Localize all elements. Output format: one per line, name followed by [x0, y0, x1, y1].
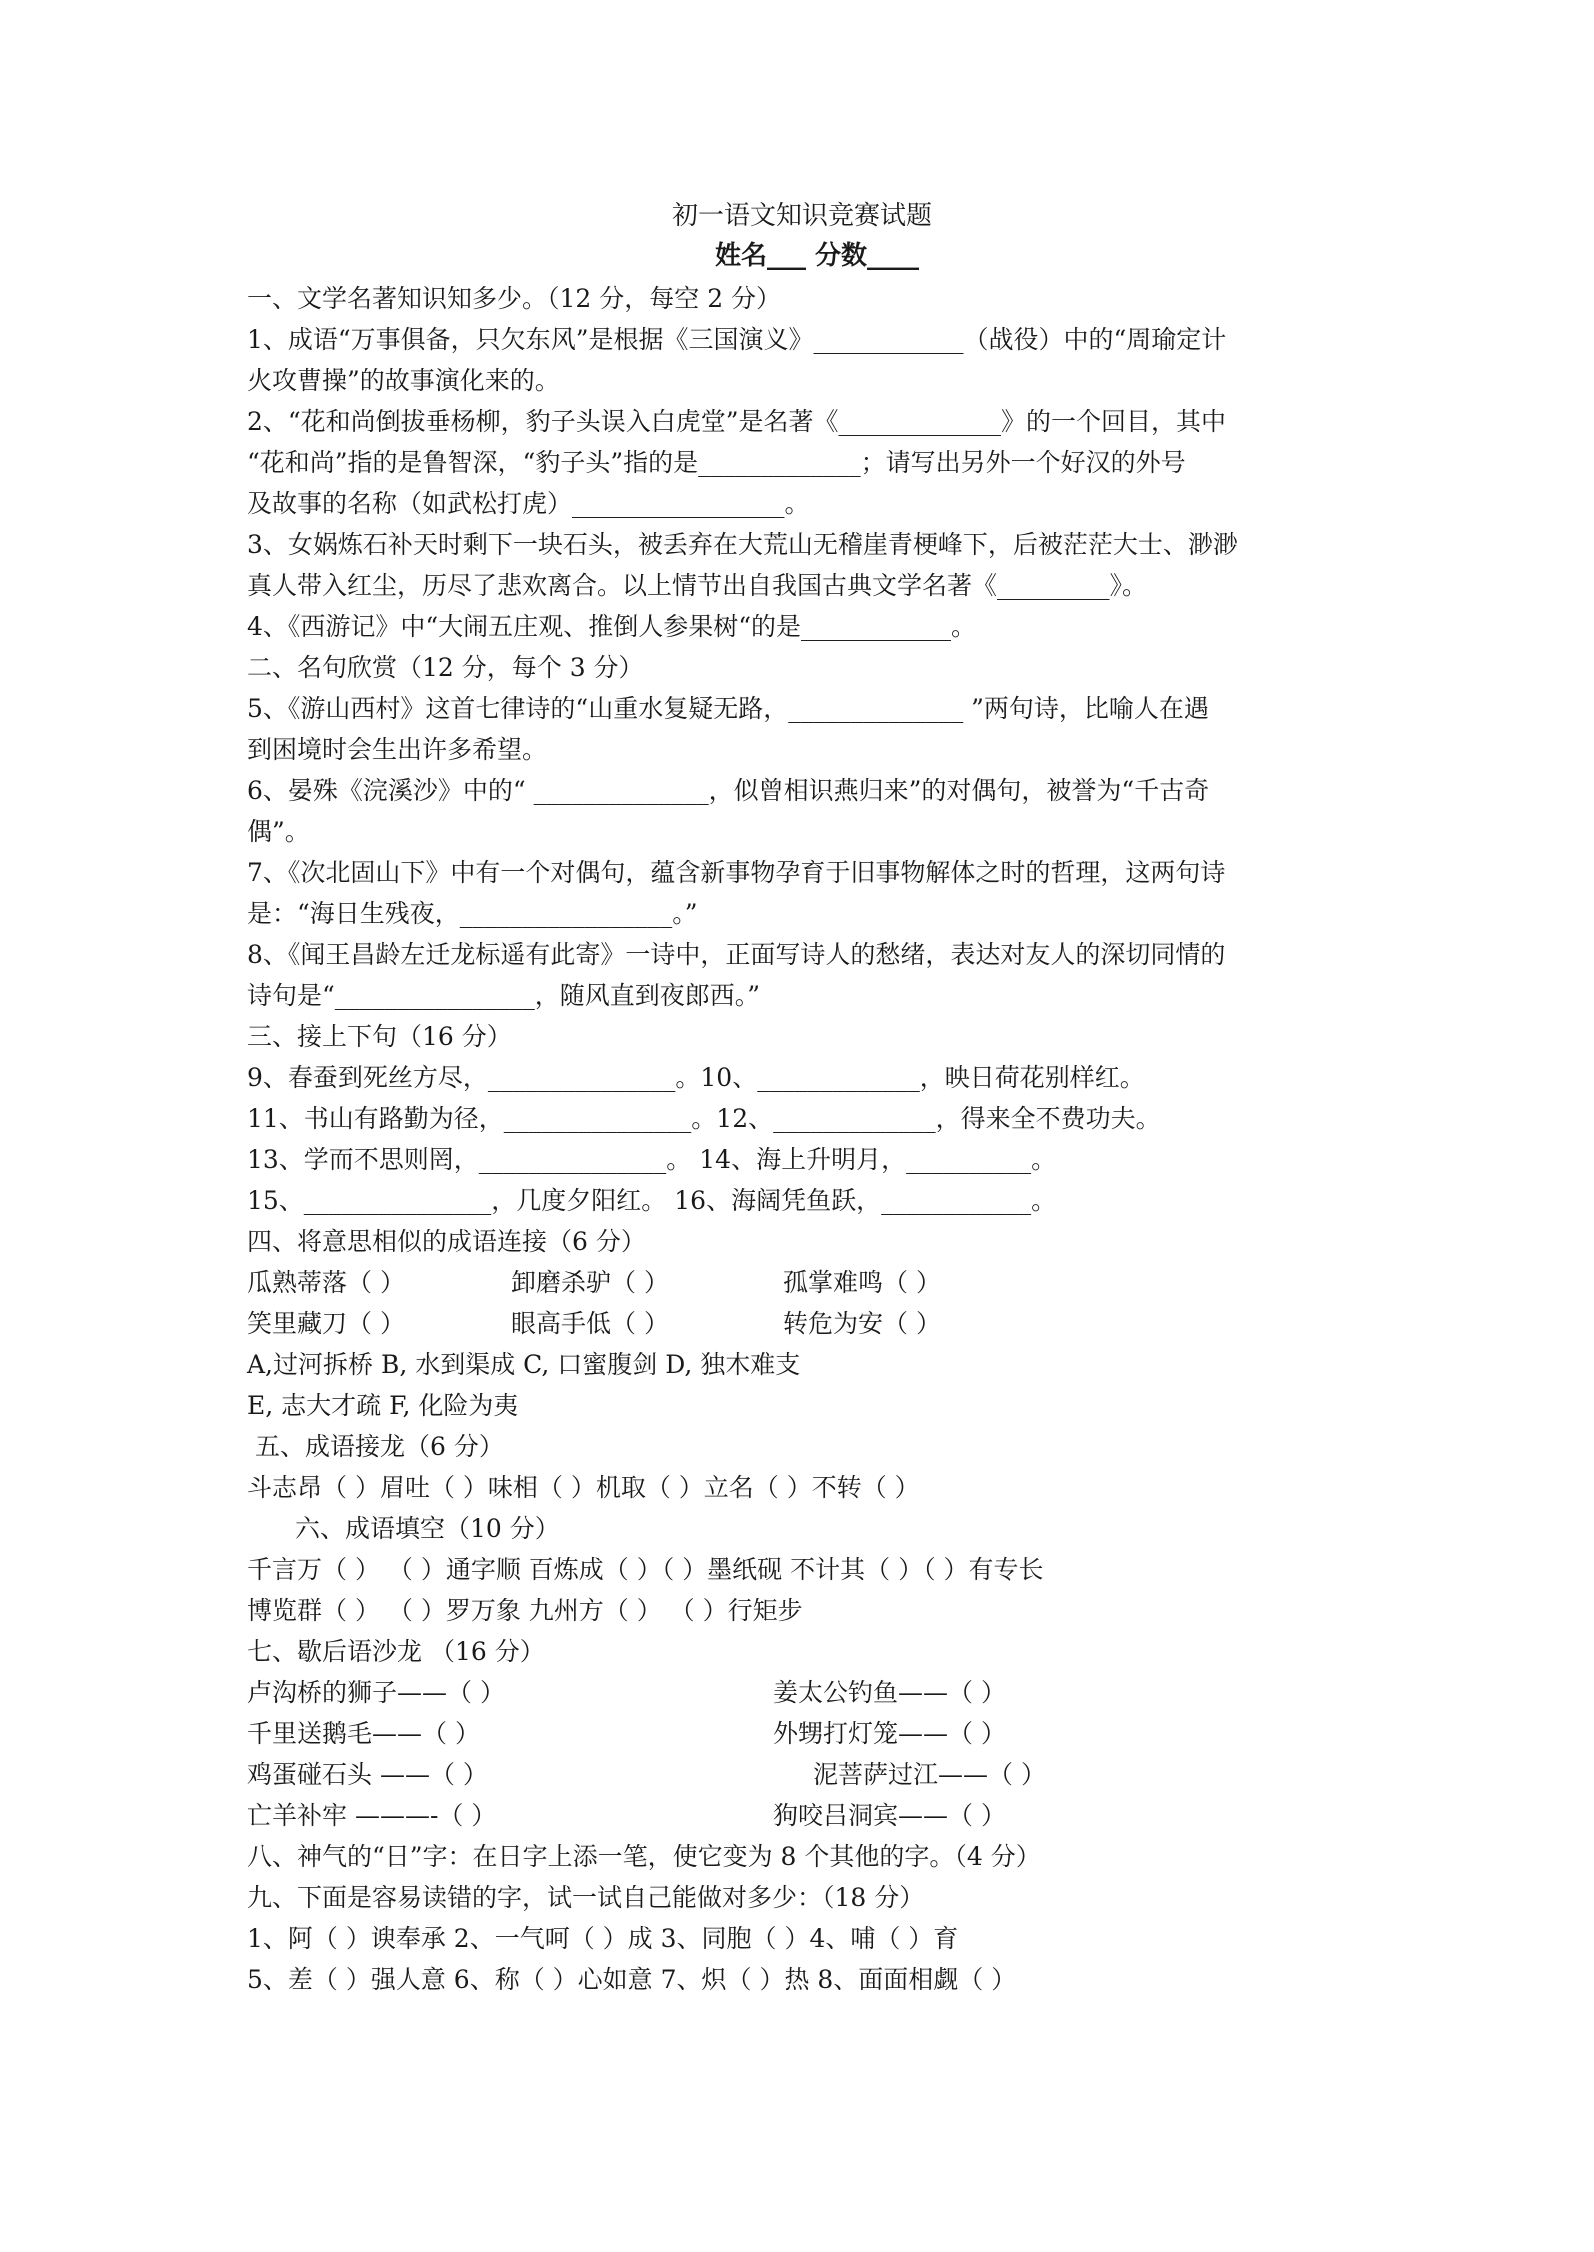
xiehouyu-item: 卢沟桥的狮子——（ ） [247, 1678, 505, 1707]
question-line: 火攻曹操”的故事演化来的。 [247, 366, 560, 395]
xiehouyu-row [247, 1795, 1367, 1836]
section1-title: 一、文学名著知识知多少。（12 分，每空 2 分） [247, 284, 782, 313]
match-item: 孤掌难鸣（ ） [783, 1268, 941, 1297]
question-line: 2、“花和尚倒拔垂杨柳，豹子头误入白虎堂”是名著《_____________》的一个回目，其中 [247, 407, 1226, 436]
idiom-fill-line: 千言万（ ） （ ）通字顺 百炼成（ ）（ ）墨纸砚 不计其（ ）（ ）有专长 [247, 1555, 1044, 1584]
match-item: 瓜熟蒂落（ ） [247, 1268, 405, 1297]
match-item: 笑里藏刀（ ） [247, 1309, 405, 1338]
question-line: 偶”。 [247, 817, 310, 846]
match-item: 转危为安（ ） [783, 1309, 941, 1338]
section8-line: 八、神气的“日”字：在日字上添一笔，使它变为 8 个其他的字。（4 分） [247, 1842, 1041, 1871]
section5-title: 五、成语接龙（6 分） [255, 1432, 504, 1461]
xiehouyu-row [247, 1754, 1367, 1795]
question-line: “花和尚”指的是鲁智深，“豹子头”指的是_____________；请写出另外一个好汉的外号 [247, 448, 1186, 477]
question-line: 真人带入红尘，历尽了悲欢离合。以上情节出自我国古典文学名著《_________》。 [247, 571, 1148, 600]
xiehouyu-row [247, 1713, 1367, 1754]
question-line: 3、女娲炼石补天时剩下一块石头，被丢弃在大荒山无稽崖青梗峰下，后被茫茫大士、渺渺 [247, 530, 1238, 559]
question-line: 11、书山有路勤为径，_______________。12、_____________，得来全不费功夫。 [247, 1104, 1161, 1133]
section4-title: 四、将意思相似的成语连接（6 分） [247, 1227, 646, 1256]
match-item: 眼高手低（ ） [511, 1309, 669, 1338]
xiehouyu-item: 鸡蛋碰石头 ——（ ） [247, 1760, 488, 1789]
xiehouyu-item: 姜太公钓鱼——（ ） [773, 1678, 1006, 1707]
match-row [247, 1262, 1367, 1303]
section2-title: 二、名句欣赏（12 分，每个 3 分） [247, 653, 644, 682]
question-line: 9、春蚕到死丝方尽，_______________。10、_____________，映日荷花别样红。 [247, 1063, 1145, 1092]
match-options: E, 志大才疏 F, 化险为夷 [247, 1391, 519, 1420]
question-line: 及故事的名称（如武松打虎）_________________。 [247, 489, 810, 518]
question-line: 13、学而不思则罔，_______________。 14、海上升明月，__________。 [247, 1145, 1057, 1174]
idiom-chain-line: 斗志昂（ ）眉吐（ ）味相（ ）机取（ ）立名（ ）不转（ ） [247, 1473, 920, 1502]
pronunciation-line: 1、阿（ ）谀奉承 2、一气呵（ ）成 3、同胞（ ）4、哺（ ）育 [247, 1924, 959, 1953]
xiehouyu-item: 外甥打灯笼——（ ） [773, 1719, 1006, 1748]
section3-title: 三、接上下句（16 分） [247, 1022, 512, 1051]
question-line: 到困境时会生出许多希望。 [247, 735, 548, 764]
question-line: 7、《次北固山下》中有一个对偶句，蕴含新事物孕育于旧事物解体之时的哲理，这两句诗 [247, 858, 1226, 887]
question-line: 1、成语“万事俱备，只欠东风”是根据《三国演义》____________（战役）中的“周瑜定计 [247, 325, 1227, 354]
section6-title: 六、成语填空（10 分） [295, 1514, 560, 1543]
name-score-line: 姓名___ 分数____ [714, 241, 920, 271]
idiom-fill-line: 博览群（ ） （ ）罗万象 九州方（ ） （ ）行矩步 [247, 1596, 803, 1625]
question-line: 4、《西游记》中“大闹五庄观、推倒人参果树“的是____________。 [247, 612, 976, 641]
xiehouyu-item: 千里送鹅毛——（ ） [247, 1719, 480, 1748]
xiehouyu-item: 泥菩萨过江——（ ） [813, 1760, 1046, 1789]
question-line: 是：“海日生残夜，_________________。” [247, 899, 698, 928]
xiehouyu-item: 亡羊补牢 ———-（ ） [247, 1801, 497, 1830]
question-line: 15、_______________，几度夕阳红。 16、海阔凭鱼跃，____________。 [247, 1186, 1057, 1215]
exam-page [247, 196, 1367, 2000]
match-row [247, 1303, 1367, 1344]
match-item: 卸磨杀驴（ ） [511, 1268, 669, 1297]
pronunciation-line: 5、差（ ）强人意 6、称（ ）心如意 7、炽（ ）热 8、面面相觑（ ） [247, 1965, 1017, 1994]
question-line: 5、《游山西村》这首七律诗的“山重水复疑无路，______________ ”两句诗，比喻人在遇 [247, 694, 1209, 723]
question-line: 8、《闻王昌龄左迁龙标遥有此寄》一诗中，正面写诗人的愁绪，表达对友人的深切同情的 [247, 940, 1226, 969]
question-line: 6、晏殊《浣溪沙》中的“ ______________，似曾相识燕归来”的对偶句，被誉为“千古奇 [247, 776, 1210, 805]
section9-title: 九、下面是容易读错的字，试一试自己能做对多少：（18 分） [247, 1883, 925, 1912]
xiehouyu-item: 狗咬吕洞宾——（ ） [773, 1801, 1006, 1830]
section7-title: 七、歇后语沙龙 （16 分） [247, 1637, 545, 1666]
exam-title: 初一语文知识竞赛试题 [671, 201, 932, 231]
match-options: A,过河拆桥 B, 水到渠成 C, 口蜜腹剑 D, 独木难支 [247, 1350, 801, 1379]
xiehouyu-row [247, 1672, 1367, 1713]
question-line: 诗句是“________________，随风直到夜郎西。” [247, 981, 761, 1010]
